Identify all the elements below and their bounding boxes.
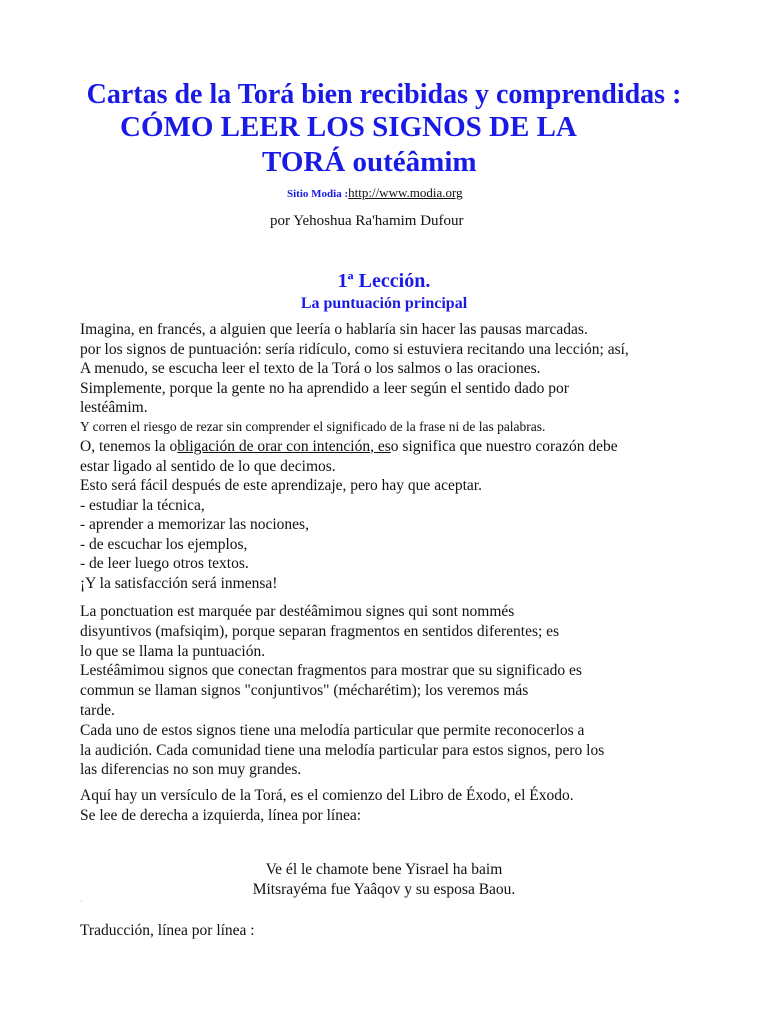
text-line: Se lee de derecha a izquierda, línea por línea:: [80, 807, 362, 824]
obligation-post: o significa que nuestro corazón debe: [390, 437, 618, 455]
text-line: por los signos de puntuación: sería ridículo, como si estuviera recitando una lección; así,: [80, 340, 629, 358]
text-line: las diferencias no son muy grandes.: [80, 761, 302, 779]
text-line: la audición. Cada comunidad tiene una melodía particular para estos signos, pero los: [80, 741, 605, 759]
text-line: ¡Y la satisfacción será inmensa!: [80, 574, 278, 592]
text-line: lo que se llama la puntuación.: [80, 642, 266, 660]
text-line-small: Y corren el riesgo de rezar sin comprender el significado de la frase ni de las palabras.: [80, 418, 546, 434]
text-line: estar ligado al sentido de lo que decimos.: [80, 457, 336, 475]
site-line: [287, 184, 463, 203]
verse-block: [0, 860, 768, 900]
lesson-number: 1ª Lección.: [337, 270, 431, 292]
lesson-subtitle: La puntuación principal: [300, 295, 468, 312]
text-line: tarde.: [80, 701, 115, 719]
obligation-pre: O, tenemos la o: [80, 437, 178, 455]
stray-mark: ·: [80, 897, 83, 906]
text-line: commun se llaman signos "conjuntivos" (mécharétim); los veremos más: [80, 682, 529, 700]
text-line: Simplemente, porque la gente no ha aprendido a leer según el sentido dado por: [80, 379, 569, 397]
text-line: Cada uno de estos signos tiene una melodía particular que permite reconocerlos a: [80, 721, 585, 739]
site-url-link[interactable]: http://www.modia.org: [348, 185, 463, 200]
obligation-line: [80, 437, 760, 457]
text-line: Esto será fácil después de este aprendizaje, pero hay que aceptar.: [80, 477, 482, 494]
translation-heading: Traducción, línea por línea :: [80, 922, 255, 939]
title-line-2: CÓMO LEER LOS SIGNOS DE LA: [120, 111, 577, 143]
obligation-underlined: bligación de orar con intención, es: [177, 437, 391, 455]
list-item: - estudiar la técnica,: [80, 496, 205, 514]
paragraph-1: [80, 320, 760, 593]
paragraph-3: [80, 786, 760, 826]
text-line: Lestéâmimou signos que conectan fragmentos para mostrar que su significado es: [80, 662, 582, 680]
text-line: disyuntivos (mafsiqim), porque separan fragmentos en sentidos diferentes; es: [80, 622, 560, 640]
text-line: A menudo, se escucha leer el texto de la Torá o los salmos o las oraciones.: [80, 360, 541, 377]
text-line: Imagina, en francés, a alguien que leería o hablaría sin hacer las pausas marcadas.: [80, 321, 588, 338]
paragraph-2: [80, 602, 760, 780]
verse-line-1: Ve él le chamote bene Yisrael ha baim: [265, 861, 503, 878]
title-line-3: TORÁ outéâmim: [262, 146, 477, 178]
list-item: - de leer luego otros textos.: [80, 555, 249, 572]
title-line-1: Cartas de la Torá bien recibidas y comprendidas :: [86, 79, 682, 110]
list-item: - aprender a memorizar las nociones,: [80, 516, 309, 533]
list-item: - de escuchar los ejemplos,: [80, 535, 248, 553]
verse-line-2: Mitsrayéma fue Yaâqov y su esposa Baou.: [252, 881, 516, 898]
site-label: Sitio Modia :: [287, 188, 349, 200]
text-line: Aquí hay un versículo de la Torá, es el comienzo del Libro de Éxodo, el Éxodo.: [80, 787, 574, 804]
author-line: por Yehoshua Ra'hamim Dufour: [270, 213, 464, 229]
text-line: La ponctuation est marquée par destéâmimou signes qui sont nommés: [80, 603, 515, 620]
text-line: lestéâmim.: [80, 399, 148, 416]
